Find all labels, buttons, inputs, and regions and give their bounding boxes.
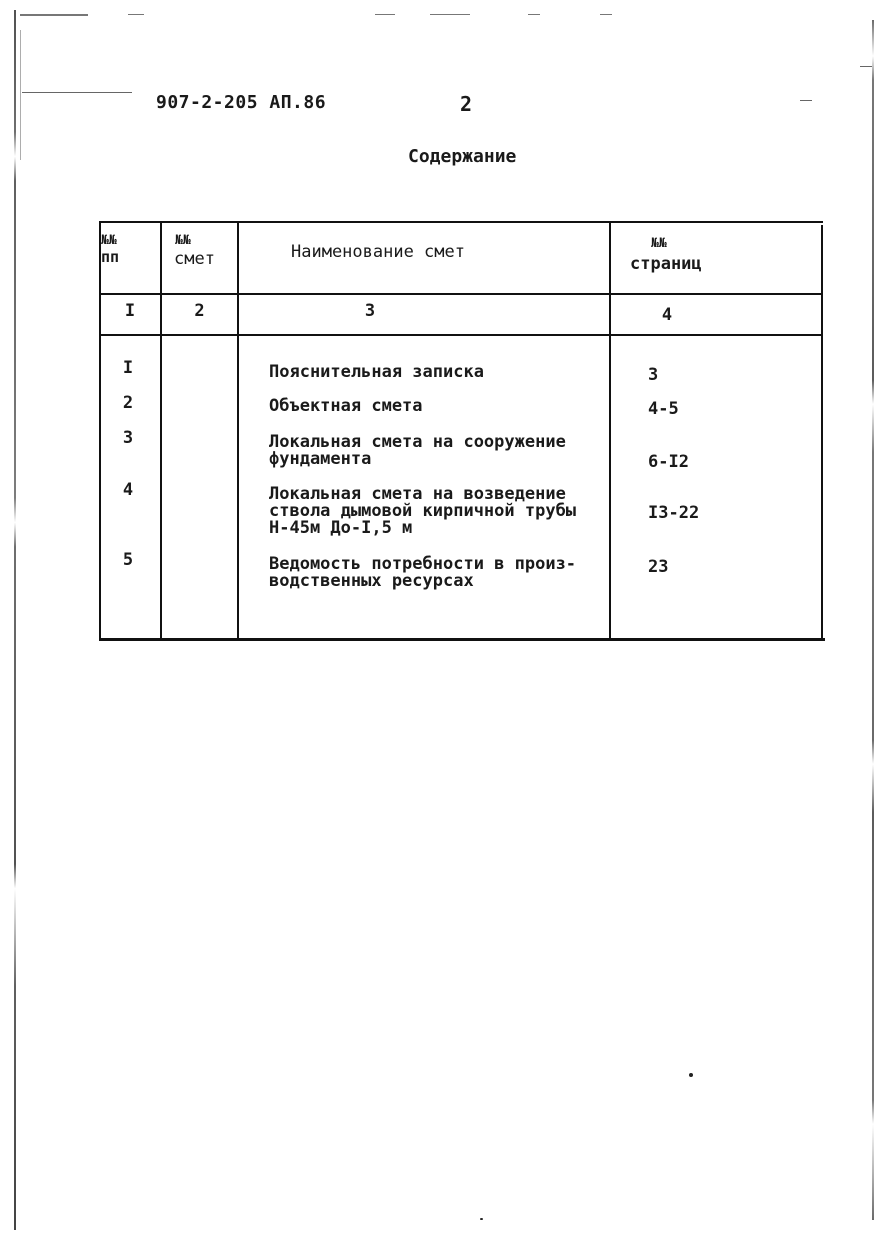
row-2-pages: 4-5	[648, 399, 679, 419]
contents-table	[99, 221, 823, 641]
column-number-2: 2	[194, 301, 205, 321]
column-number-4: 4	[661, 305, 673, 325]
scan-edge-left	[14, 10, 16, 1230]
scan-top-mark	[430, 14, 470, 15]
scan-top-mark	[128, 14, 144, 15]
column-number-3: 3	[364, 301, 376, 321]
table-divider-col2	[237, 221, 239, 639]
table-numbers-rule	[99, 334, 823, 336]
scan-top-mark	[528, 14, 540, 15]
row-3-name-line-1: Локальная смета на сооружение	[269, 432, 566, 452]
column-number-1: I	[124, 301, 136, 321]
scan-speck	[689, 1073, 693, 1077]
scan-edge-left-inner	[20, 30, 21, 160]
table-border-right	[821, 225, 823, 641]
row-4-name-line-2: ствола дымовой кирпичной трубы	[269, 501, 577, 521]
table-divider-col1	[160, 221, 162, 639]
scan-top-mark	[375, 14, 395, 15]
row-3-pages: 6-I2	[648, 452, 689, 472]
header-name-label: Наименование смет	[291, 242, 465, 262]
header-pp-mark: №№	[101, 233, 117, 248]
row-4-name-line-3: Н-45м До-I,5 м	[269, 518, 413, 538]
page-number: 2	[460, 92, 473, 116]
row-2-number: 2	[122, 393, 134, 413]
header-estimate-label: смет	[174, 249, 215, 269]
document-code: 907-2-205 АП.86	[156, 92, 327, 113]
row-4-number: 4	[122, 480, 134, 500]
header-pages-mark: №№	[651, 236, 667, 251]
table-border-bottom	[99, 638, 825, 641]
row-5-pages: 23	[648, 557, 669, 577]
scan-side-mark	[860, 66, 872, 67]
scan-top-mark	[20, 14, 88, 16]
table-divider-col3	[609, 223, 611, 641]
header-pp-label: пп	[101, 248, 120, 266]
scan-side-mark	[22, 92, 132, 93]
row-1-number: I	[122, 358, 134, 378]
row-5-number: 5	[122, 550, 134, 570]
row-5-name-line-2: водственных ресурсах	[269, 571, 474, 591]
scan-edge-right	[872, 20, 874, 1220]
row-4-pages: I3-22	[648, 503, 700, 523]
scan-top-mark	[600, 14, 612, 15]
scan-speck	[480, 1218, 483, 1220]
scan-side-mark	[800, 100, 812, 101]
table-border-top	[99, 221, 823, 223]
document-title: Содержание	[408, 146, 517, 167]
header-pages-label: страниц	[630, 254, 702, 274]
table-header-rule	[99, 293, 823, 295]
row-1-name: Пояснительная записка	[269, 362, 484, 382]
row-3-name-line-2: фундамента	[269, 449, 372, 469]
row-3-number: 3	[122, 428, 134, 448]
row-2-name: Объектная смета	[269, 396, 423, 416]
row-5-name-line-1: Ведомость потребности в произ-	[269, 554, 577, 574]
row-1-pages: 3	[648, 365, 659, 385]
header-estimate-mark: №№	[175, 233, 191, 248]
row-4-name-line-1: Локальная смета на возведение	[269, 484, 566, 504]
